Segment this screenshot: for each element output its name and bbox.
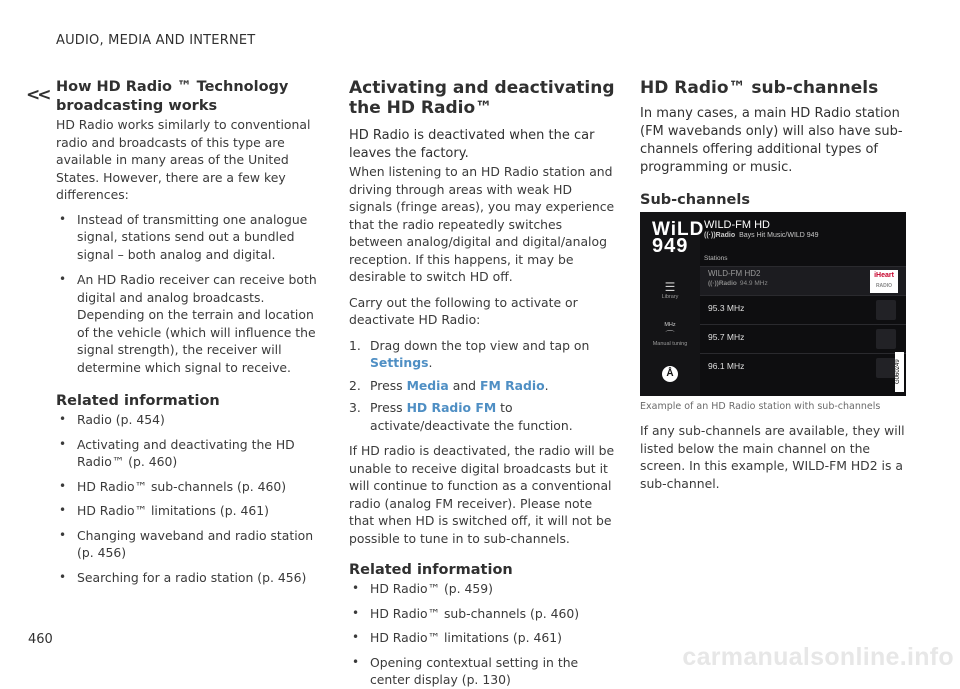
steps-list xyxy=(349,337,617,435)
step-item xyxy=(349,377,617,395)
station-program: Bays Hit Music/WILD 949 xyxy=(739,232,819,239)
station-row[interactable] xyxy=(700,324,906,353)
related-link[interactable]: • HD Radio™ sub-channels (p. 460) xyxy=(56,478,322,496)
library-label: Library xyxy=(661,294,679,300)
step-end: . xyxy=(544,377,549,393)
step-item xyxy=(349,399,617,434)
section-header: AUDIO, MEDIA AND INTERNET xyxy=(56,33,256,48)
back-chevron-icon[interactable]: << xyxy=(26,85,49,105)
sub-channel-freq xyxy=(708,280,768,287)
figure-caption: Example of an HD Radio station with sub-channels xyxy=(640,401,881,412)
station-thumbnail xyxy=(876,329,896,349)
sub-channels-para: If any sub-channels are available, they will listed below the main channel on the screen. In this example, WILD-FM HD2 is a sub-channel. xyxy=(640,423,905,491)
step-number: 1. xyxy=(349,337,361,353)
tuning-arc-icon: ⌒ xyxy=(665,330,675,340)
related-info-list xyxy=(349,580,617,689)
related-link[interactable]: • Radio (p. 454) xyxy=(56,411,322,429)
station-row-hd2[interactable] xyxy=(700,266,906,295)
hd-technology-heading: How HD Radio ™ Technology broadcasting works xyxy=(56,79,289,114)
media-menu-label[interactable]: Media xyxy=(406,377,449,393)
sub-channels-subheading: Sub-channels xyxy=(640,192,750,208)
activating-para-2: Carry out the following to activate or deactivate HD Radio: xyxy=(349,294,578,327)
manual-tuning-label: Manual tuning xyxy=(652,341,688,347)
step-number: 3. xyxy=(349,400,361,415)
related-info-list xyxy=(56,411,322,586)
library-icon: ☰ xyxy=(664,280,676,294)
settings-menu-label[interactable]: Settings xyxy=(370,355,429,370)
step-end: to activate/deactivate the function. xyxy=(370,400,573,433)
figure-code: G060249 xyxy=(895,352,904,392)
hd-radio-screen-figure xyxy=(640,212,906,396)
hd-radio-tag: ((·))Radio xyxy=(704,232,736,239)
current-station-name: WILD-FM HD xyxy=(704,219,770,231)
station-row[interactable] xyxy=(700,353,906,382)
station-thumbnail xyxy=(876,358,896,378)
freq-text: 94.9 MHz xyxy=(739,280,768,287)
activating-heading: Activating and deactivating the HD Radio™ xyxy=(349,78,615,118)
list-item: • Instead of transmitting one analogue signal, stations send out a bundled signal – both analog and digital. xyxy=(56,211,322,264)
related-link[interactable]: • HD Radio™ limitations (p. 461) xyxy=(56,502,322,520)
hd-radio-fm-toggle-label[interactable]: HD Radio FM xyxy=(406,400,497,415)
related-info-heading: Related information xyxy=(349,562,513,578)
related-link[interactable]: • Changing waveband and radio station (p. 456) xyxy=(56,527,322,562)
step-end: . xyxy=(428,355,433,370)
iheart-text-bottom: RADIO xyxy=(875,283,893,289)
station-frequency: 96.1 MHz xyxy=(708,361,745,371)
page-number: 460 xyxy=(28,632,53,647)
step-text: Drag down the top view and tap on xyxy=(370,337,590,353)
list-item: • An HD Radio receiver can receive both digital and analog broadcasts. Depending on the terrain and location of the vehicle (which will influence the signal strength), the receiver will determine which signal to receive. xyxy=(56,271,322,376)
hd-technology-intro: HD Radio works similarly to conventional radio and broadcasts of this type are available in many areas of the United States. However, there are a few key differences: xyxy=(56,117,311,202)
stations-label: Stations xyxy=(704,255,728,262)
step-text: Press xyxy=(370,400,407,415)
related-link[interactable]: • Searching for a radio station (p. 456) xyxy=(56,569,322,587)
logo-text-bottom: 949 xyxy=(652,235,689,257)
activating-para-1: When listening to an HD Radio station and driving through areas with weak HD signals (fringe areas), you may experience that the radio repeatedly switches between analog/digital and digital/analog reception. If this happens, it may be desirable to switch HD off. xyxy=(349,164,615,284)
station-logo xyxy=(652,219,705,257)
step-number: 2. xyxy=(349,377,361,393)
related-link[interactable]: • Activating and deactivating the HD Radio™ (p. 460) xyxy=(56,436,322,471)
fm-radio-menu-label[interactable]: FM Radio xyxy=(479,377,545,393)
step-text: Press xyxy=(370,377,407,393)
sub-channels-lead: In many cases, a main HD Radio station (FM wavebands only) will also have sub-channels offering additional types of programming or music. xyxy=(640,106,903,175)
iheart-text: iHeart xyxy=(874,272,894,279)
manual-tuning-nav[interactable] xyxy=(640,322,700,347)
related-link[interactable]: • HD Radio™ (p. 459) xyxy=(349,580,617,598)
step-mid: and xyxy=(448,377,480,393)
activating-lead: HD Radio is deactivated when the car leaves the factory. xyxy=(349,128,595,161)
bluetooth-icon[interactable]: Å xyxy=(662,366,678,382)
current-station-info xyxy=(704,232,818,239)
station-thumbnail xyxy=(876,300,896,320)
station-frequency: 95.7 MHz xyxy=(708,332,745,342)
related-link[interactable]: • Opening contextual setting in the center display (p. 130) xyxy=(349,654,617,689)
library-nav[interactable] xyxy=(640,280,700,300)
station-frequency: 95.3 MHz xyxy=(708,303,745,313)
column-activating xyxy=(349,78,617,689)
related-info-heading: Related information xyxy=(56,393,220,409)
hd-radio-tag: ((·))Radio xyxy=(708,280,737,287)
column-sub-channels xyxy=(640,78,912,492)
differences-list xyxy=(56,211,322,377)
related-link[interactable]: • HD Radio™ limitations (p. 461) xyxy=(349,629,617,647)
sub-channel-name: WILD-FM HD2 xyxy=(708,269,761,278)
activating-para-3: If HD radio is deactivated, the radio will be unable to receive digital broadcasts but it will continue to function as a conventional radio (analog FM receiver). Please note that when HD is switched off, it will not be possible to tune in to sub-channels. xyxy=(349,443,615,546)
step-item xyxy=(349,337,617,372)
related-link[interactable]: • HD Radio™ sub-channels (p. 460) xyxy=(349,605,617,623)
iheart-radio-logo xyxy=(870,270,898,293)
logo-text-top: WiLD xyxy=(652,219,705,240)
station-row[interactable] xyxy=(700,295,906,324)
column-hd-technology xyxy=(56,78,322,586)
watermark: carmanualsonline.info xyxy=(682,643,954,671)
sub-channels-heading: HD Radio™ sub-channels xyxy=(640,78,879,98)
mhz-label: MHz xyxy=(664,322,676,328)
